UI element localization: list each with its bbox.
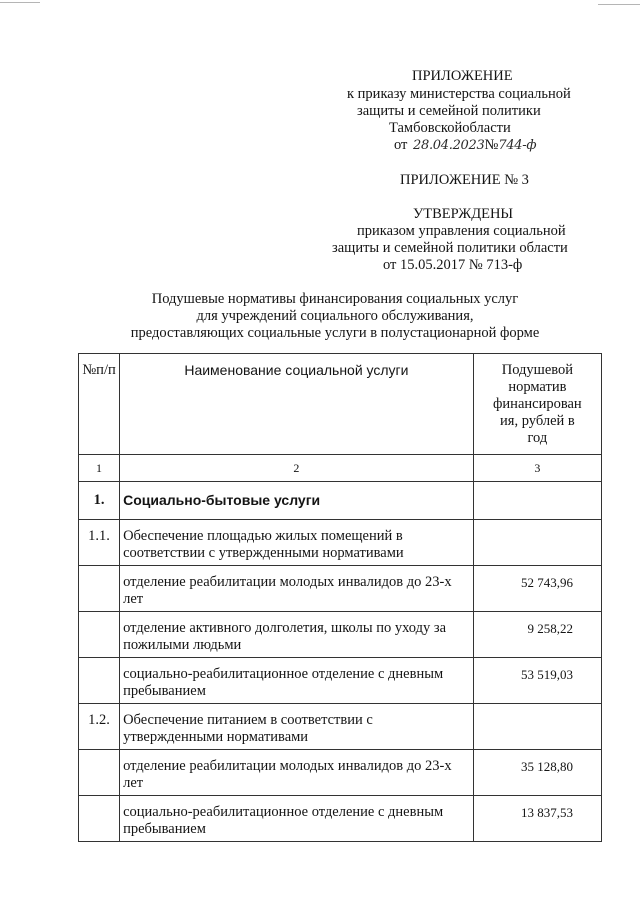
header-no-sign: № — [484, 137, 499, 153]
row-value: 35 128,80 — [473, 750, 601, 796]
header-prilozhenie-3: ПРИЛОЖЕНИЕ № 3 — [400, 172, 529, 188]
row-num — [79, 566, 120, 612]
row-num — [79, 658, 120, 704]
document-title-line-2: для учреждений социального обслуживания, — [196, 308, 474, 324]
table-row — [79, 566, 602, 612]
header-utverzhdeny: УТВЕРЖДЕНЫ — [413, 206, 514, 222]
colnum-1: 1 — [79, 455, 120, 482]
row-value: 9 258,22 — [473, 612, 601, 658]
handwritten-number: 744-ф — [498, 138, 537, 153]
row-value — [473, 482, 601, 520]
row-value — [473, 520, 601, 566]
row-value — [473, 704, 601, 750]
norms-table — [78, 353, 602, 842]
colnum-3: 3 — [473, 455, 601, 482]
table-row — [79, 796, 602, 842]
header-line-6: от 15.05.2017 № 713-ф — [383, 257, 523, 273]
row-num: 1.1. — [79, 520, 120, 566]
row-name: отделение реабилитации молодых инвалидов до 23-х лет — [120, 566, 474, 612]
header-line-4: приказом управления социальной — [357, 223, 566, 239]
table-colnum-row — [79, 455, 602, 482]
header-line-5: защиты и семейной политики области — [332, 240, 568, 256]
header-ot: от — [394, 137, 408, 153]
header-order-line — [394, 137, 536, 154]
row-value: 52 743,96 — [473, 566, 601, 612]
header-col-num: №п/п — [79, 354, 120, 455]
row-num — [79, 750, 120, 796]
row-num — [79, 796, 120, 842]
table-row — [79, 520, 602, 566]
row-num — [79, 612, 120, 658]
row-name: Обеспечение питанием в соответствии с утвержденными нормативами — [120, 704, 474, 750]
row-value: 13 837,53 — [473, 796, 601, 842]
header-prilozhenie: ПРИЛОЖЕНИЕ — [412, 68, 513, 84]
colnum-2: 2 — [120, 455, 474, 482]
header-line-1: к приказу министерства социальной — [347, 86, 571, 102]
header-line-2: защиты и семейной политики — [357, 103, 541, 119]
document-title-line-1: Подушевые нормативы финансирования социальных услуг — [151, 291, 519, 307]
header-col-name: Наименование социальной услуги — [120, 354, 474, 455]
row-num: 1. — [79, 482, 120, 520]
table-row — [79, 482, 602, 520]
row-name: отделение активного долголетия, школы по уходу за пожилыми людьми — [120, 612, 474, 658]
table-row — [79, 704, 602, 750]
table-row — [79, 658, 602, 704]
header-line-3: Тамбовскойобласти — [389, 120, 511, 136]
row-value: 53 519,03 — [473, 658, 601, 704]
table-row — [79, 750, 602, 796]
scan-mark-left — [0, 2, 40, 3]
row-num: 1.2. — [79, 704, 120, 750]
scan-mark-right — [598, 4, 640, 5]
handwritten-date: 28.04.2023 — [413, 138, 485, 153]
table-row — [79, 612, 602, 658]
row-name: отделение реабилитации молодых инвалидов до 23-х лет — [120, 750, 474, 796]
row-name: Обеспечение площадью жилых помещений в соответствии с утвержденными нормативами — [120, 520, 474, 566]
row-name: социально-реабилитационное отделение с дневным пребыванием — [120, 796, 474, 842]
document-title-line-3: предоставляющих социальные услуги в полустационарной форме — [130, 325, 540, 341]
row-name: социально-реабилитационное отделение с дневным пребыванием — [120, 658, 474, 704]
row-name: Социально-бытовые услуги — [120, 482, 474, 520]
header-col-value: Подушевой норматив финансирован ия, рублей в год — [473, 354, 601, 455]
table-header-row — [79, 354, 602, 455]
